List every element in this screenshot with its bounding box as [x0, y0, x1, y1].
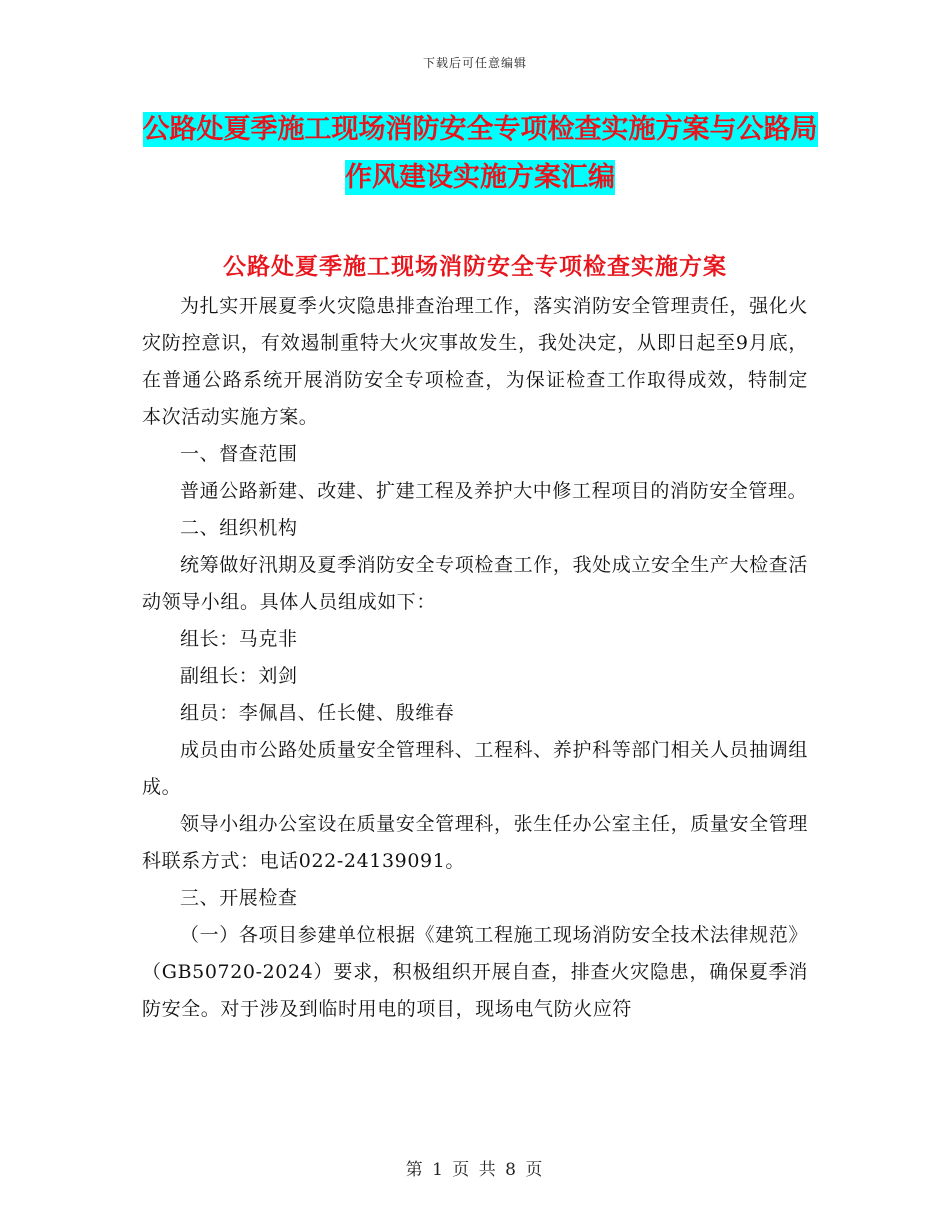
- sub-title: 公路处夏季施工现场消防安全专项检查实施方案: [223, 254, 727, 280]
- paragraph-office: 领导小组办公室设在质量安全管理科，张生任办公室主任，质量安全管理科联系方式：电话022-24139091。: [142, 813, 808, 872]
- paragraph-scope: 普通公路新建、改建、扩建工程及养护大中修工程项目的消防安全管理。: [180, 480, 808, 502]
- page-footer: 第 1 页 共 8 页: [405, 1160, 545, 1180]
- main-title: [140, 106, 820, 202]
- body-text: [142, 288, 808, 1028]
- paragraph-inspection-1: （一）各项目参建单位根据《建筑工程施工现场消防安全技术法律规范》（GB50720-2024）要求，积极组织开展自查，排查火灾隐患，确保夏季消防安全。对于涉及到临时用电的项目，现场电气防火应符: [142, 924, 808, 1020]
- paragraph-organization: 统筹做好汛期及夏季消防安全专项检查工作，我处成立安全生产大检查活动领导小组。具体人员组成如下：: [142, 554, 808, 613]
- main-title-text: 公路处夏季施工现场消防安全专项检查实施方案与公路局作风建设实施方案汇编: [142, 114, 818, 193]
- paragraph-leader: 组长：马克非: [180, 628, 298, 650]
- section-heading-organization: 二、组织机构: [180, 517, 298, 539]
- paragraph-deputy-leader: 副组长：刘剑: [180, 665, 298, 687]
- section-heading-scope: 一、督查范围: [180, 443, 298, 465]
- header-note: 下载后可任意编辑: [422, 56, 527, 70]
- paragraph-members: 组员：李佩昌、任长健、殷维春: [180, 702, 455, 724]
- section-heading-inspection: 三、开展检查: [180, 887, 298, 909]
- paragraph-staff: 成员由市公路处质量安全管理科、工程科、养护科等部门相关人员抽调组成。: [142, 739, 808, 798]
- paragraph-intro: 为扎实开展夏季火灾隐患排查治理工作，落实消防安全管理责任，强化火灾防控意识，有效遏制重特大火灾事故发生，我处决定，从即日起至9月底，在普通公路系统开展消防安全专项检查，为保证检查工作取得成效，特制定本次活动实施方案。: [142, 295, 808, 428]
